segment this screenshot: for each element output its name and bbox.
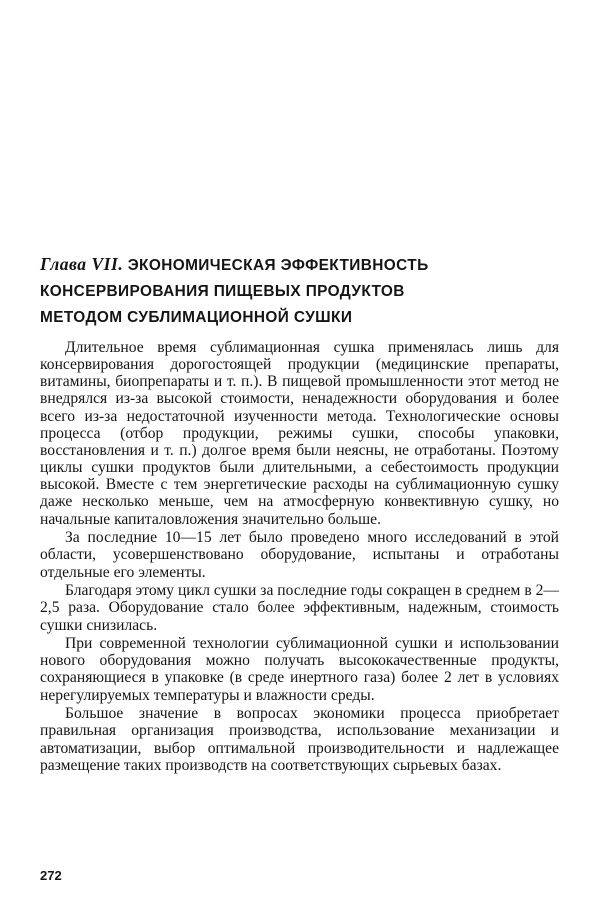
chapter-heading (40, 252, 560, 330)
paragraph-3: Благодаря этому цикл сушки за последние годы сокращен в среднем в 2—2,5 раза. Оборудование стало более эффективным, надежным, стоимость сушки снизилась. (40, 582, 559, 634)
paragraph-4: При современной технологии сублимационной сушки и использовании нового оборудования можно получать высококачественные продукты, сохраняющиеся в упаковке (в среде инертного газа) более 2 лет в условиях нерегулируемых температуры и влажности среды. (40, 635, 559, 704)
page-number: 272 (40, 868, 62, 883)
chapter-label: Глава VII. (40, 254, 124, 274)
paragraph-2: За последние 10—15 лет было проведено много исследований в этой области, усовершенствовано оборудование, испытаны и отработаны отдельные его элементы. (40, 529, 559, 581)
chapter-title-line-3: МЕТОДОМ СУБЛИМАЦИОННОЙ СУШКИ (40, 309, 353, 326)
paragraph-1: Длительное время сублимационная сушка применялась лишь для консервирования дорогостоящей продукции (медицинские препараты, витамины, биопрепараты и т. п.). В пищевой промышленности этот метод не внедрялся из-за высокой стоимости, ненадежности оборудования и более всего из-за недостаточной изученности метода. Технологические основы процесса (отбор продукции, режимы сушки, способы упаковки, восстановления и т. п.) долгое время были неясны, не отработаны. Поэтому циклы сушки продуктов были длительными, а себестоимость продукции высокой. Вместе с тем энергетические расходы на сублимационную сушку даже несколько меньше, чем на атмосферную конвективную сушку, но начальные капиталовложения значительно больше. (40, 339, 559, 528)
paragraph-5: Большое значение в вопросах экономики процесса приобретает правильная организация производства, использование механизации и автоматизации, выбор оптимальной производительности и надлежащее размещение таких производств на соответствующих сырьевых базах. (40, 705, 559, 774)
chapter-title-line-1: ЭКОНОМИЧЕСКАЯ ЭФФЕКТИВНОСТЬ (127, 257, 429, 274)
chapter-title-line-2: КОНСЕРВИРОВАНИЯ ПИЩЕВЫХ ПРОДУКТОВ (40, 283, 405, 300)
chapter-body (40, 339, 559, 775)
